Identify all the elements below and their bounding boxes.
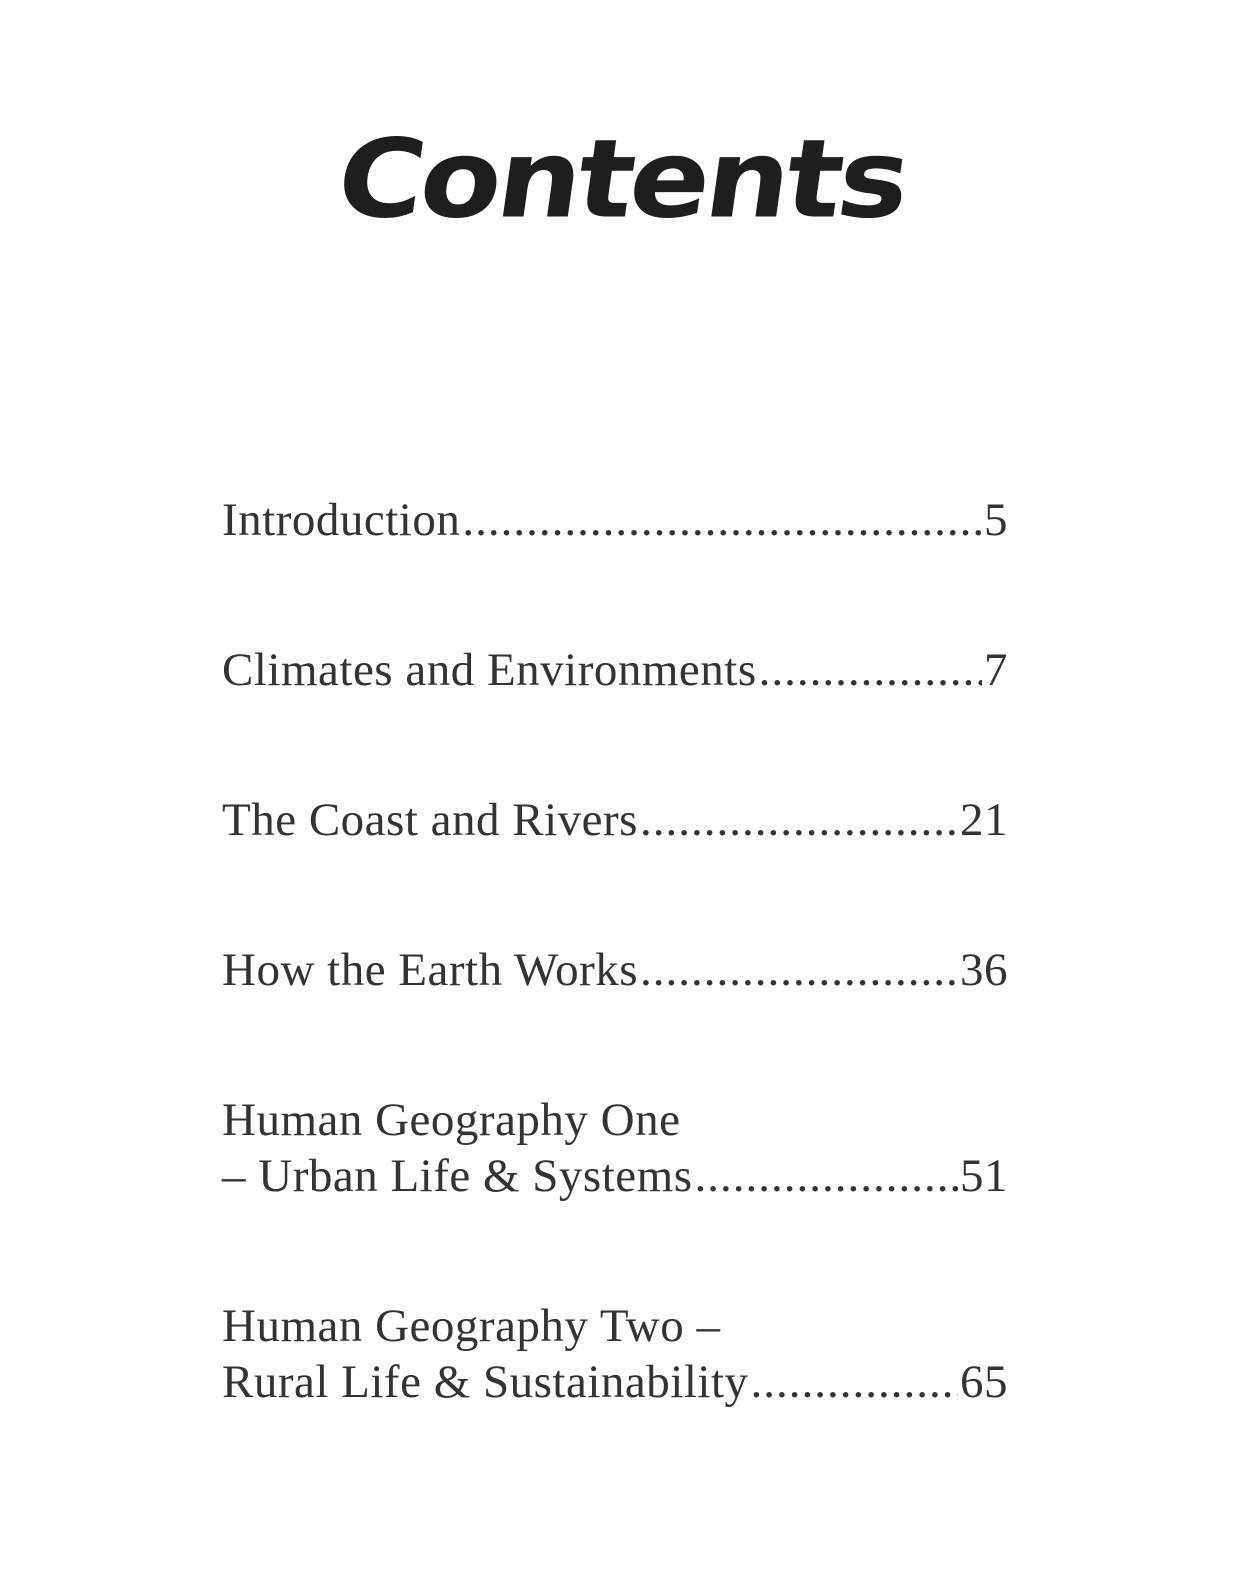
dot-leader: [759, 642, 982, 698]
toc-entry-earth-works[interactable]: [222, 942, 1008, 998]
toc-entry-title-line-1: Human Geography One: [222, 1094, 681, 1146]
toc-entry-row: [222, 642, 1008, 698]
toc-entry-row: [222, 942, 1008, 998]
toc-entry-row: [222, 792, 1008, 848]
toc-entry-human-geography-two[interactable]: [222, 1298, 1008, 1410]
toc-entry-title-line-2: Rural Life & Sustainability: [222, 1356, 749, 1408]
table-of-contents: [222, 492, 1008, 1410]
toc-entry-human-geography-one[interactable]: [222, 1092, 1008, 1204]
toc-entry-climates[interactable]: [222, 642, 1008, 698]
dot-leader: [640, 942, 958, 998]
toc-entry-title: Climates and Environments: [222, 644, 757, 696]
toc-page-number: 21: [960, 794, 1008, 846]
toc-entry-title-line-2: – Urban Life & Systems: [222, 1150, 693, 1202]
toc-entry-title: How the Earth Works: [222, 944, 639, 996]
toc-page-number: 36: [960, 944, 1008, 996]
toc-entry-coast-rivers[interactable]: [222, 792, 1008, 848]
toc-entry-row: [222, 1148, 1008, 1204]
toc-entry-title: Introduction: [222, 494, 461, 546]
toc-entry-row: [222, 1354, 1008, 1410]
toc-page-number: 5: [984, 494, 1008, 546]
page-title: Contents: [329, 115, 915, 243]
toc-entry-title: The Coast and Rivers: [222, 794, 638, 846]
toc-entry-row: [222, 492, 1008, 548]
toc-page-number: 51: [960, 1150, 1008, 1202]
toc-entry-introduction[interactable]: [222, 492, 1008, 548]
dot-leader: [640, 792, 958, 848]
toc-page-number: 7: [984, 644, 1008, 696]
dot-leader: [462, 492, 982, 548]
toc-entry-title-line-1: Human Geography Two –: [222, 1300, 721, 1352]
toc-page-number: 65: [960, 1356, 1008, 1408]
dot-leader: [695, 1148, 959, 1204]
dot-leader: [751, 1354, 958, 1410]
